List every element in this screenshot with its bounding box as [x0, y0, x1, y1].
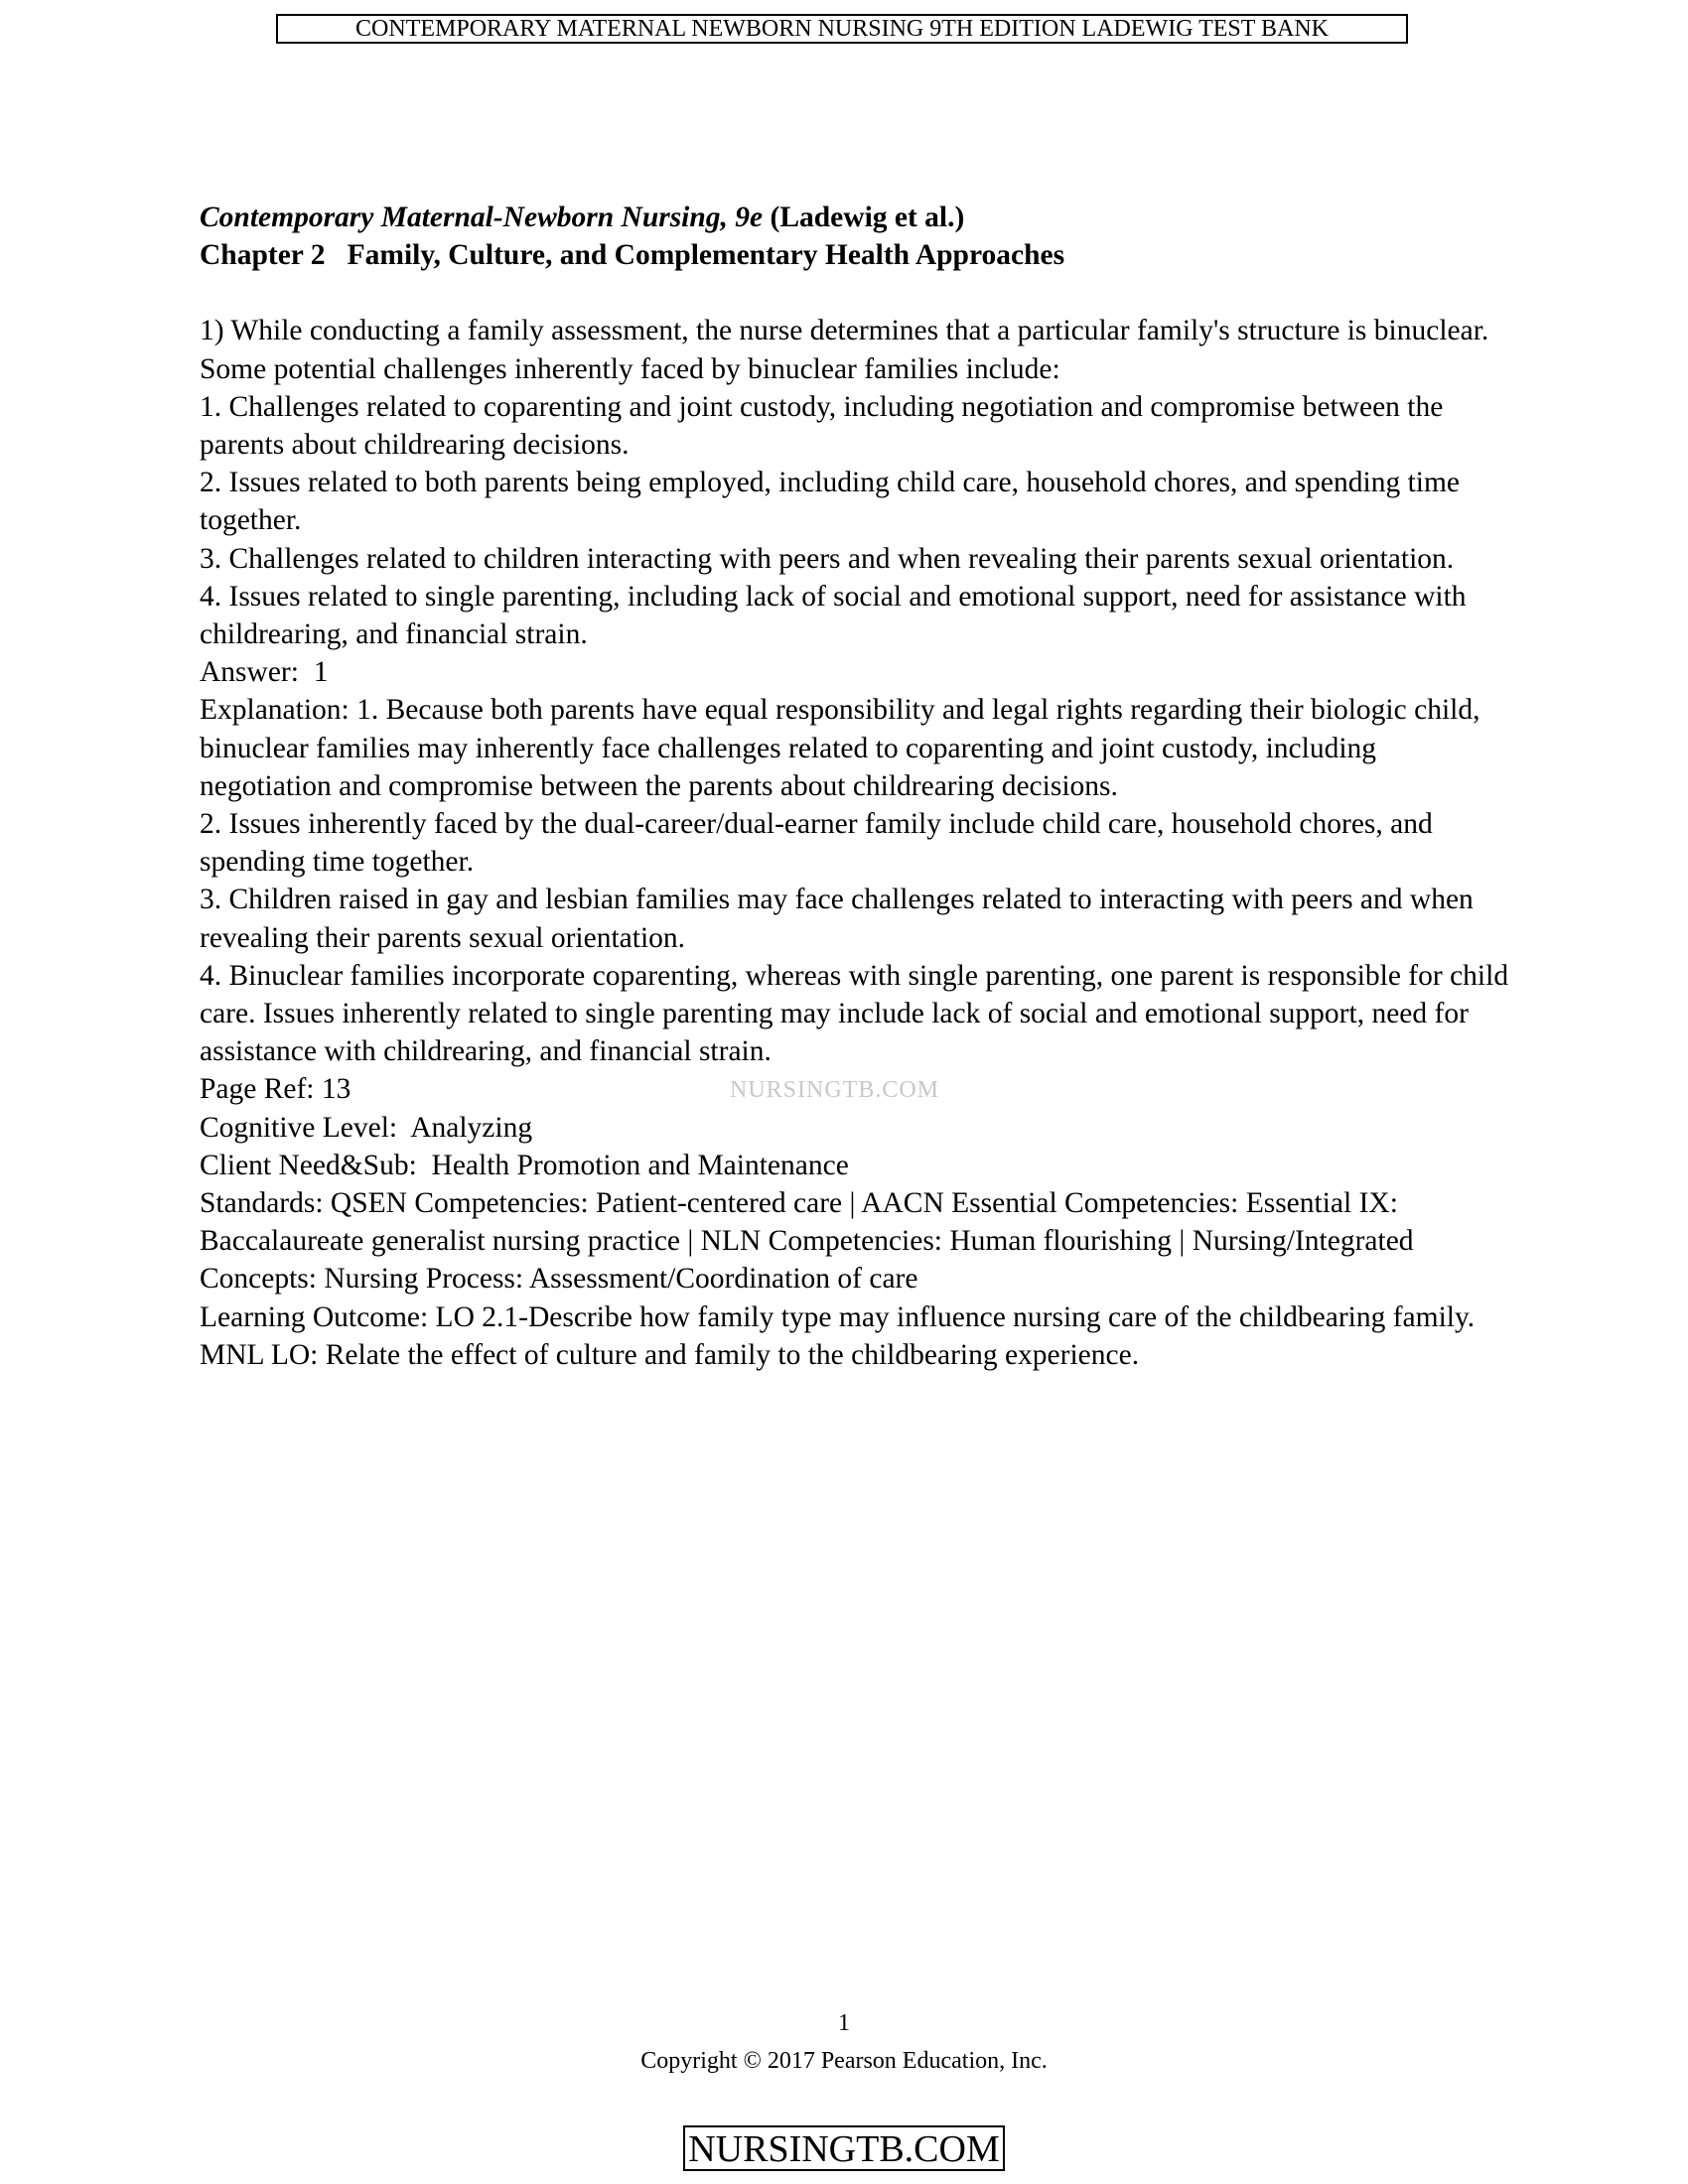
- explanation-1: Explanation: 1. Because both parents have equal responsibility and legal rights regarding their biologic child, binuclear families may inherently face challenges related to coparenting and joint custody, including negotiation and compromise between the parents about childrearing decisions.: [200, 694, 1480, 802]
- book-citation: [200, 199, 1510, 236]
- question-stem: 1) While conducting a family assessment, the nurse determines that a particular family's structure is binuclear. Some potential challenges inherently faced by binuclear families include:: [200, 315, 1489, 385]
- document-body: [200, 199, 1510, 1374]
- book-authors: (Ladewig et al.): [770, 202, 965, 233]
- client-need: Client Need&Sub: Health Promotion and Maintenance: [200, 1149, 849, 1181]
- page-number: 1: [838, 2010, 850, 2036]
- chapter-title: Chapter 2 Family, Culture, and Complementary Health Approaches: [200, 239, 1065, 272]
- cognitive-level: Cognitive Level: Analyzing: [200, 1111, 533, 1144]
- explanation-2: 2. Issues inherently faced by the dual-career/dual-earner family include child care, household chores, and spending time together.: [200, 808, 1433, 879]
- top-banner: CONTEMPORARY MATERNAL NEWBORN NURSING 9TH EDITION LADEWIG TEST BANK: [276, 14, 1408, 44]
- spacer: [200, 274, 1510, 312]
- option-3: 3. Challenges related to children interacting with peers and when revealing their parents sexual orientation.: [200, 542, 1455, 575]
- answer: Answer: 1: [200, 656, 329, 689]
- option-4: 4. Issues related to single parenting, including lack of social and emotional support, need for assistance with childrearing, and financial strain.: [200, 580, 1467, 651]
- standards: Standards: QSEN Competencies: Patient-centered care | AACN Essential Competencies: Essential IX: Baccalaureate generalist nursing practice | NLN Competencies: Human flourishing | Nursing/Integrated Concepts: Nursing Process: Assessment/Coordination of care: [200, 1187, 1414, 1296]
- site-badge: NURSINGTB.COM: [683, 2125, 1005, 2171]
- mnl-lo: MNL LO: Relate the effect of culture and family to the childbearing experience.: [200, 1338, 1140, 1371]
- explanation-3: 3. Children raised in gay and lesbian families may face challenges related to interacting with peers and when revealing their parents sexual orientation.: [200, 884, 1474, 954]
- option-2: 2. Issues related to both parents being employed, including child care, household chores, and spending time together.: [200, 467, 1461, 537]
- page-ref: Page Ref: 13: [200, 1073, 352, 1106]
- watermark: NURSINGTB.COM: [730, 1077, 940, 1103]
- copyright: Copyright © 2017 Pearson Education, Inc.: [640, 2048, 1048, 2074]
- option-1: 1. Challenges related to coparenting and joint custody, including negotiation and compromise between the parents about childrearing decisions.: [200, 390, 1444, 462]
- book-title: Contemporary Maternal-Newborn Nursing, 9e: [200, 202, 764, 233]
- explanation-4: 4. Binuclear families incorporate coparenting, whereas with single parenting, one parent is responsible for child care. Issues inherently related to single parenting may include lack of social and emotional support, need for assistance with childrearing, and financial strain.: [200, 959, 1509, 1068]
- learning-outcome: Learning Outcome: LO 2.1-Describe how family type may influence nursing care of the childbearing family.: [200, 1300, 1476, 1333]
